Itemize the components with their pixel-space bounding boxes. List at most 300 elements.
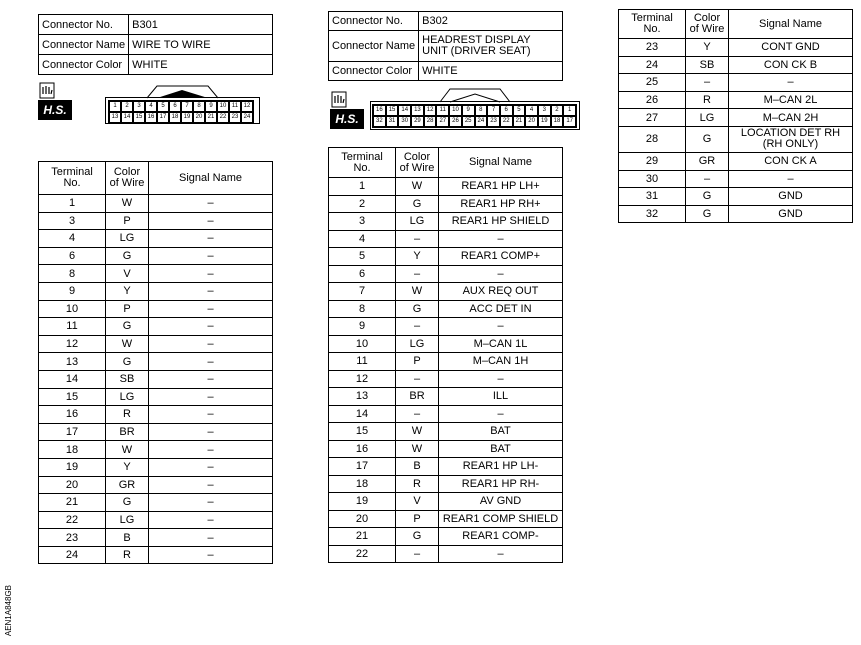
terminal-no-cell: 20	[39, 476, 106, 494]
terminal-no-cell: 16	[39, 406, 106, 424]
wire-color-cell: –	[396, 265, 439, 283]
table-row	[39, 441, 273, 459]
b301-info-table	[38, 14, 273, 75]
wire-color-cell: G	[106, 247, 149, 265]
signal-name-cell: M–CAN 2L	[729, 91, 853, 109]
connector-pin: 26	[449, 116, 462, 127]
table-row	[329, 510, 563, 528]
connector-pin: 12	[424, 105, 437, 116]
terminal-no-cell: 19	[39, 458, 106, 476]
wire-color-cell: W	[396, 440, 439, 458]
table-row	[329, 265, 563, 283]
connector-pin: 18	[551, 116, 564, 127]
connector-pin: 7	[181, 101, 193, 112]
b301-connector-diagram	[105, 84, 260, 124]
signal-name-cell: –	[149, 247, 273, 265]
signal-name-cell: –	[149, 195, 273, 213]
connector-pin: 17	[563, 116, 576, 127]
terminal-no-cell: 9	[39, 282, 106, 300]
wire-color-cell: P	[106, 212, 149, 230]
wire-color-cell: LG	[106, 511, 149, 529]
table-row	[619, 109, 853, 127]
table-row	[39, 370, 273, 388]
table-row	[329, 545, 563, 563]
signal-name-cell: REAR1 HP LH+	[439, 178, 563, 196]
signal-name-cell: CON CK B	[729, 56, 853, 74]
terminal-no-cell: 10	[329, 335, 396, 353]
connector-pin: 7	[487, 105, 500, 116]
table-row	[329, 283, 563, 301]
wire-color-cell: P	[106, 300, 149, 318]
connector-pin: 11	[229, 101, 241, 112]
signal-name-cell: –	[149, 388, 273, 406]
connector-pin: 22	[217, 112, 229, 123]
terminal-no-cell: 5	[329, 248, 396, 266]
wire-color-cell: –	[686, 74, 729, 92]
wire-color-cell: G	[686, 126, 729, 152]
wire-color-cell: B	[396, 458, 439, 476]
info-key: Connector No.	[329, 12, 419, 31]
info-value: HEADREST DISPLAY UNIT (DRIVER SEAT)	[419, 31, 563, 62]
table-row	[329, 423, 563, 441]
hs-label: H.S.	[38, 100, 72, 120]
b302-info-table	[328, 11, 563, 81]
wire-color-cell: SB	[686, 56, 729, 74]
wire-color-cell: BR	[106, 423, 149, 441]
table-row	[329, 353, 563, 371]
terminal-no-cell: 14	[39, 370, 106, 388]
b302-connector-diagram	[370, 86, 580, 130]
info-key: Connector Name	[329, 31, 419, 62]
terminal-no-cell: 3	[329, 213, 396, 231]
terminal-no-cell: 21	[39, 494, 106, 512]
signal-name-cell: REAR1 HP SHIELD	[439, 213, 563, 231]
table-row	[619, 56, 853, 74]
table-row	[39, 494, 273, 512]
wire-color-cell: R	[396, 475, 439, 493]
connector-pin: 9	[462, 105, 475, 116]
table-row	[39, 529, 273, 547]
signal-name-cell: –	[149, 335, 273, 353]
table-row	[329, 388, 563, 406]
info-key: Connector Name	[39, 35, 129, 55]
terminal-no-cell: 31	[619, 188, 686, 206]
signal-name-cell: REAR1 HP RH+	[439, 195, 563, 213]
connector-pin: 25	[462, 116, 475, 127]
connector-pin: 8	[475, 105, 488, 116]
wire-color-cell: G	[396, 528, 439, 546]
table-row	[619, 74, 853, 92]
terminal-no-cell: 29	[619, 152, 686, 170]
connector-pin: 24	[241, 112, 253, 123]
terminal-no-cell: 24	[619, 56, 686, 74]
terminal-no-cell: 30	[619, 170, 686, 188]
signal-name-cell: –	[149, 230, 273, 248]
connector-pin: 5	[157, 101, 169, 112]
info-value: WHITE	[419, 62, 563, 81]
info-value: WIRE TO WIRE	[129, 35, 273, 55]
connector-pin: 14	[121, 112, 133, 123]
terminal-no-cell: 12	[39, 335, 106, 353]
terminal-no-cell: 2	[329, 195, 396, 213]
info-value: B301	[129, 15, 273, 35]
signal-name-cell: GND	[729, 188, 853, 206]
table-row	[619, 39, 853, 57]
table-row	[39, 230, 273, 248]
table-row	[39, 318, 273, 336]
terminal-no-cell: 1	[329, 178, 396, 196]
terminal-no-cell: 3	[39, 212, 106, 230]
wire-color-cell: W	[396, 283, 439, 301]
terminal-no-cell: 15	[39, 388, 106, 406]
terminal-no-cell: 4	[329, 230, 396, 248]
connector-pin: 32	[373, 116, 386, 127]
signal-name-cell: –	[149, 353, 273, 371]
wire-color-cell: Y	[686, 39, 729, 57]
wire-color-cell: –	[396, 545, 439, 563]
connector-pin: 19	[538, 116, 551, 127]
connector-pin: 15	[386, 105, 399, 116]
connector-pin: 17	[157, 112, 169, 123]
info-row	[39, 35, 273, 55]
signal-name-cell: –	[439, 405, 563, 423]
terminal-no-cell: 21	[329, 528, 396, 546]
signal-name-cell: –	[439, 265, 563, 283]
signal-name-cell: –	[439, 545, 563, 563]
terminal-no-cell: 6	[39, 247, 106, 265]
terminal-no-cell: 19	[329, 493, 396, 511]
table-row	[39, 406, 273, 424]
wire-color-cell: Y	[106, 458, 149, 476]
table-row	[329, 178, 563, 196]
signal-name-cell: REAR1 COMP-	[439, 528, 563, 546]
wire-color-cell: Y	[106, 282, 149, 300]
terminal-no-cell: 14	[329, 405, 396, 423]
connector-pin: 19	[181, 112, 193, 123]
wire-color-cell: G	[106, 494, 149, 512]
wire-color-cell: G	[686, 188, 729, 206]
signal-name-cell: –	[149, 441, 273, 459]
signal-name-cell: CONT GND	[729, 39, 853, 57]
table-row	[329, 230, 563, 248]
terminal-no-cell: 25	[619, 74, 686, 92]
wire-color-cell: GR	[106, 476, 149, 494]
signal-name-cell: –	[149, 423, 273, 441]
signal-name-cell: AV GND	[439, 493, 563, 511]
b302-terminal-table-continued	[618, 9, 853, 223]
connector-pin: 1	[109, 101, 121, 112]
table-row	[39, 265, 273, 283]
table-row	[329, 405, 563, 423]
b301-terminal-table	[38, 161, 273, 564]
terminal-no-cell: 10	[39, 300, 106, 318]
table-row	[39, 388, 273, 406]
terminal-no-cell: 22	[39, 511, 106, 529]
info-row	[329, 12, 563, 31]
connector-pin: 6	[169, 101, 181, 112]
terminal-no-cell: 23	[39, 529, 106, 547]
signal-name-cell: REAR1 HP LH-	[439, 458, 563, 476]
terminal-no-cell: 28	[619, 126, 686, 152]
wire-color-cell: V	[106, 265, 149, 283]
terminal-no-cell: 11	[329, 353, 396, 371]
signal-name-cell: BAT	[439, 440, 563, 458]
table-row	[619, 188, 853, 206]
info-row	[329, 62, 563, 81]
connector-pin: 4	[145, 101, 157, 112]
terminal-no-cell: 6	[329, 265, 396, 283]
connector-pin: 24	[475, 116, 488, 127]
wire-color-cell: SB	[106, 370, 149, 388]
wire-color-cell: LG	[686, 109, 729, 127]
terminal-no-cell: 20	[329, 510, 396, 528]
signal-name-cell: REAR1 COMP+	[439, 248, 563, 266]
wire-color-cell: P	[396, 510, 439, 528]
table-row	[619, 91, 853, 109]
terminal-no-cell: 15	[329, 423, 396, 441]
connector-pin: 5	[513, 105, 526, 116]
wire-color-cell: LG	[106, 388, 149, 406]
connector-pin: 12	[241, 101, 253, 112]
signal-name-cell: –	[439, 370, 563, 388]
connector-pin: 14	[398, 105, 411, 116]
terminal-no-cell: 17	[329, 458, 396, 476]
wire-color-cell: V	[396, 493, 439, 511]
signal-name-cell: –	[149, 300, 273, 318]
signal-name-cell: –	[149, 370, 273, 388]
wire-color-cell: G	[106, 353, 149, 371]
signal-name-cell: –	[149, 511, 273, 529]
hand-icon	[330, 91, 364, 109]
wire-color-cell: G	[396, 300, 439, 318]
table-row	[329, 528, 563, 546]
signal-name-cell: REAR1 COMP SHIELD	[439, 510, 563, 528]
connector-pin: 3	[133, 101, 145, 112]
signal-name-cell: –	[149, 406, 273, 424]
table-row	[39, 423, 273, 441]
connector-pin: 4	[525, 105, 538, 116]
signal-name-cell: AUX REQ OUT	[439, 283, 563, 301]
connector-pin: 27	[436, 116, 449, 127]
wire-color-cell: –	[396, 318, 439, 336]
signal-name-cell: –	[149, 458, 273, 476]
table-row	[329, 248, 563, 266]
terminal-no-cell: 24	[39, 546, 106, 564]
signal-name-cell: –	[729, 170, 853, 188]
signal-name-cell: –	[149, 212, 273, 230]
signal-name-cell: M–CAN 1L	[439, 335, 563, 353]
table-row	[329, 440, 563, 458]
wire-color-cell: W	[396, 178, 439, 196]
signal-name-cell: –	[729, 74, 853, 92]
table-row	[329, 458, 563, 476]
wire-color-cell: W	[106, 335, 149, 353]
signal-name-cell: M–CAN 1H	[439, 353, 563, 371]
terminal-no-cell: 12	[329, 370, 396, 388]
terminal-no-cell: 17	[39, 423, 106, 441]
signal-name-header: Signal Name	[439, 148, 563, 178]
signal-name-cell: –	[149, 529, 273, 547]
wire-color-cell: W	[106, 441, 149, 459]
table-row	[329, 195, 563, 213]
signal-name-cell: M–CAN 2H	[729, 109, 853, 127]
table-row	[39, 212, 273, 230]
connector-pin: 20	[525, 116, 538, 127]
terminal-no-cell: 13	[39, 353, 106, 371]
signal-name-cell: ILL	[439, 388, 563, 406]
wire-color-cell: W	[396, 423, 439, 441]
signal-name-cell: LOCATION DET RH (RH ONLY)	[729, 126, 853, 152]
signal-name-cell: –	[149, 282, 273, 300]
connector-pin: 2	[551, 105, 564, 116]
table-row	[39, 300, 273, 318]
wire-color-cell: LG	[396, 213, 439, 231]
connector-pin: 21	[513, 116, 526, 127]
wire-color-cell: BR	[396, 388, 439, 406]
terminal-no-cell: 18	[329, 475, 396, 493]
wire-color-cell: R	[106, 406, 149, 424]
table-row	[39, 247, 273, 265]
signal-name-cell: –	[149, 494, 273, 512]
table-row	[329, 370, 563, 388]
connector-pin: 13	[109, 112, 121, 123]
connector-pin: 6	[500, 105, 513, 116]
wire-color-header: Color of Wire	[396, 148, 439, 178]
signal-name-cell: CON CK A	[729, 152, 853, 170]
terminal-no-cell: 22	[329, 545, 396, 563]
signal-name-cell: –	[149, 476, 273, 494]
table-row	[619, 152, 853, 170]
wire-color-cell: Y	[396, 248, 439, 266]
terminal-no-header: Terminal No.	[329, 148, 396, 178]
table-row	[39, 353, 273, 371]
signal-name-cell: –	[149, 318, 273, 336]
connector-pin: 22	[500, 116, 513, 127]
info-value: WHITE	[129, 55, 273, 75]
hs-label: H.S.	[330, 109, 364, 129]
table-row	[619, 170, 853, 188]
wire-color-cell: GR	[686, 152, 729, 170]
table-row	[39, 458, 273, 476]
connector-pin: 2	[121, 101, 133, 112]
wire-color-cell: B	[106, 529, 149, 547]
signal-name-header: Signal Name	[729, 10, 853, 39]
connector-pin: 9	[205, 101, 217, 112]
hand-icon	[38, 82, 72, 100]
figure-code: AEN1A848GB	[4, 585, 13, 637]
connector-pin: 16	[145, 112, 157, 123]
terminal-no-cell: 16	[329, 440, 396, 458]
signal-name-cell: ACC DET IN	[439, 300, 563, 318]
connector-pin: 8	[193, 101, 205, 112]
terminal-no-cell: 7	[329, 283, 396, 301]
table-row	[329, 213, 563, 231]
signal-name-cell: –	[149, 265, 273, 283]
connector-pin: 23	[229, 112, 241, 123]
connector-pin: 29	[411, 116, 424, 127]
wire-color-cell: –	[396, 230, 439, 248]
connector-pin: 18	[169, 112, 181, 123]
signal-name-cell: GND	[729, 205, 853, 223]
connector-pin: 21	[205, 112, 217, 123]
terminal-no-cell: 26	[619, 91, 686, 109]
wire-color-cell: LG	[396, 335, 439, 353]
connector-pin: 10	[217, 101, 229, 112]
table-row	[39, 476, 273, 494]
wire-color-cell: R	[106, 546, 149, 564]
wire-color-header: Color of Wire	[686, 10, 729, 39]
info-row	[39, 15, 273, 35]
b302-terminal-table	[328, 147, 563, 563]
terminal-no-cell: 4	[39, 230, 106, 248]
table-row	[39, 335, 273, 353]
connector-pin: 10	[449, 105, 462, 116]
terminal-no-cell: 23	[619, 39, 686, 57]
connector-pin: 30	[398, 116, 411, 127]
signal-name-cell: REAR1 HP RH-	[439, 475, 563, 493]
table-row	[329, 318, 563, 336]
connector-pin: 16	[373, 105, 386, 116]
signal-name-header: Signal Name	[149, 162, 273, 195]
b302-hs-icon	[330, 91, 364, 129]
wire-color-header: Color of Wire	[106, 162, 149, 195]
info-key: Connector Color	[39, 55, 129, 75]
table-row	[329, 335, 563, 353]
wire-color-cell: R	[686, 91, 729, 109]
table-row	[619, 126, 853, 152]
wire-color-cell: G	[106, 318, 149, 336]
wire-color-cell: G	[686, 205, 729, 223]
signal-name-cell: –	[439, 230, 563, 248]
info-value: B302	[419, 12, 563, 31]
signal-name-cell: BAT	[439, 423, 563, 441]
connector-pin: 23	[487, 116, 500, 127]
wire-color-cell: P	[396, 353, 439, 371]
wire-color-cell: W	[106, 195, 149, 213]
terminal-no-cell: 9	[329, 318, 396, 336]
wire-color-cell: –	[396, 370, 439, 388]
connector-pin: 3	[538, 105, 551, 116]
terminal-no-cell: 27	[619, 109, 686, 127]
info-row	[329, 31, 563, 62]
connector-pin: 31	[386, 116, 399, 127]
table-row	[329, 493, 563, 511]
terminal-no-cell: 13	[329, 388, 396, 406]
info-row	[39, 55, 273, 75]
b301-hs-icon	[38, 82, 72, 120]
table-row	[39, 282, 273, 300]
wire-color-cell: G	[396, 195, 439, 213]
table-row	[39, 546, 273, 564]
table-row	[619, 205, 853, 223]
connector-pin: 28	[424, 116, 437, 127]
terminal-no-header: Terminal No.	[39, 162, 106, 195]
connector-pin: 15	[133, 112, 145, 123]
wire-color-cell: –	[686, 170, 729, 188]
connector-pin: 13	[411, 105, 424, 116]
terminal-no-header: Terminal No.	[619, 10, 686, 39]
terminal-no-cell: 1	[39, 195, 106, 213]
table-row	[329, 300, 563, 318]
info-key: Connector Color	[329, 62, 419, 81]
terminal-no-cell: 8	[39, 265, 106, 283]
wire-color-cell: –	[396, 405, 439, 423]
terminal-no-cell: 8	[329, 300, 396, 318]
connector-pin: 11	[436, 105, 449, 116]
terminal-no-cell: 18	[39, 441, 106, 459]
info-key: Connector No.	[39, 15, 129, 35]
table-row	[39, 195, 273, 213]
